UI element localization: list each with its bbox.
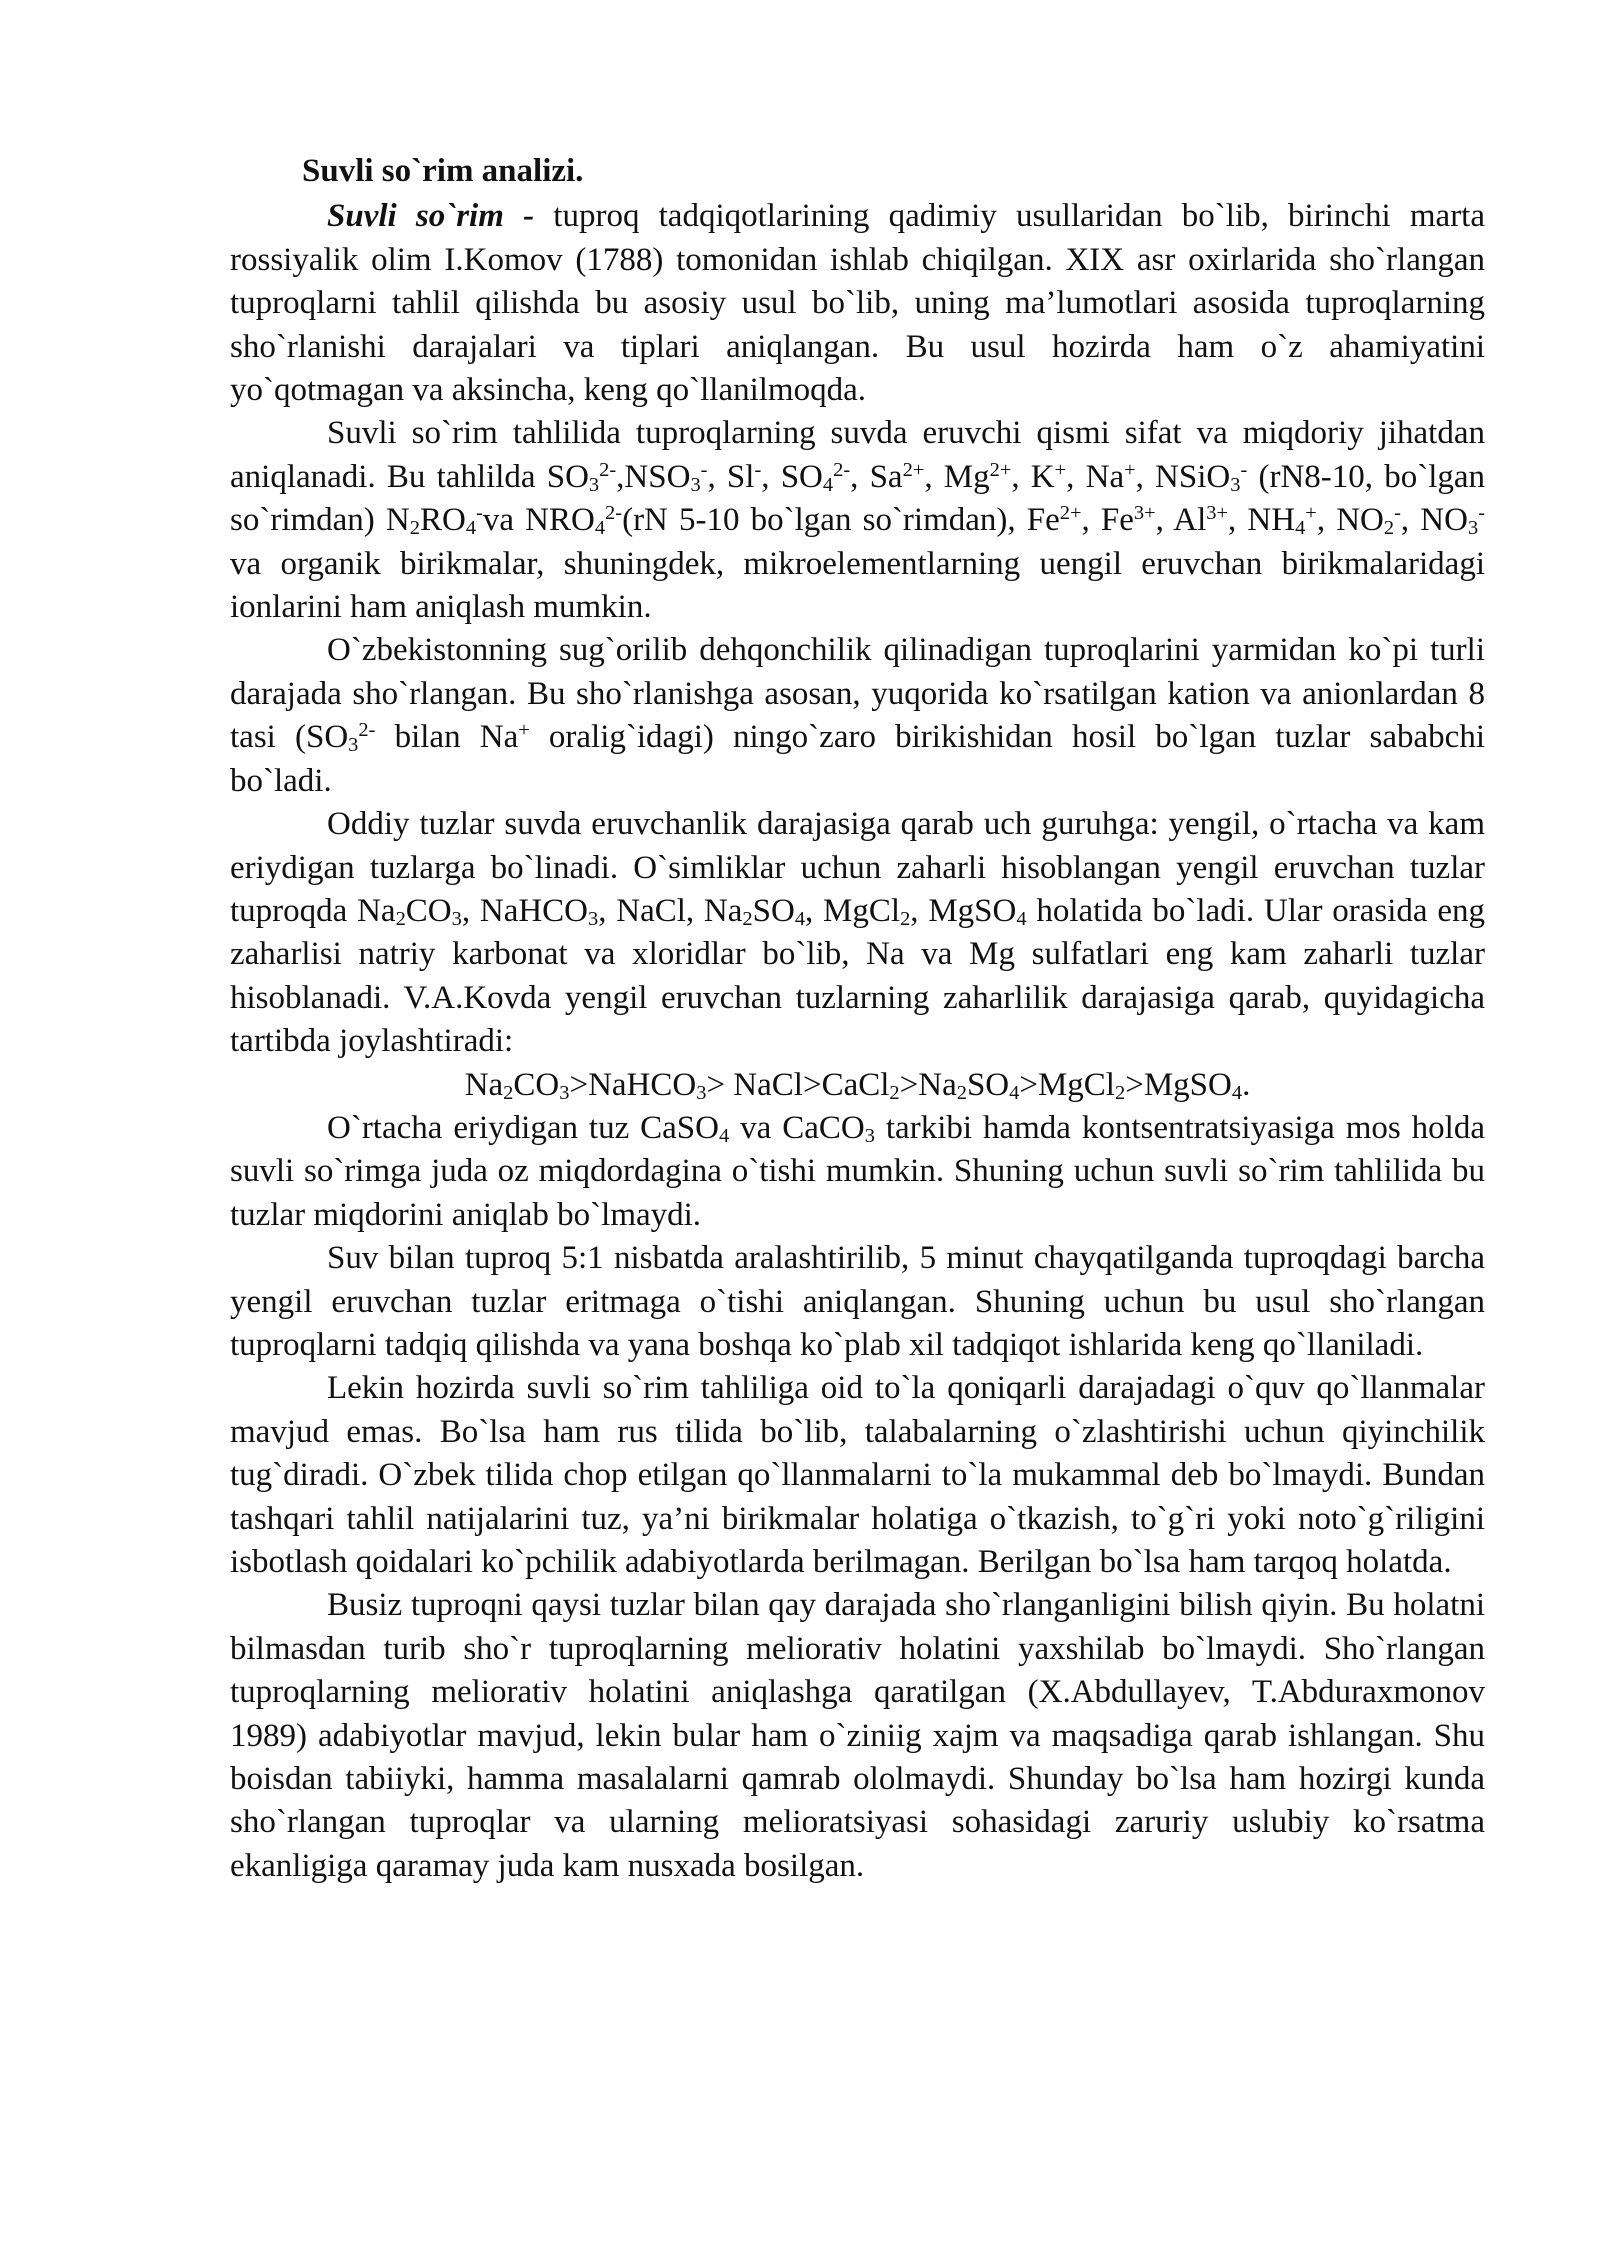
text: CO	[513, 1066, 560, 1103]
superscript: 2+	[902, 458, 925, 481]
document-page	[230, 150, 1485, 1888]
superscript: 2+	[989, 458, 1012, 481]
text: bilan Na	[375, 719, 519, 756]
subscript: 2	[409, 517, 420, 540]
text: , NO	[1400, 502, 1468, 539]
text: >Na	[899, 1066, 957, 1103]
subscript: 3	[348, 734, 359, 757]
text: , K	[1011, 458, 1055, 495]
text: >NaHCO	[569, 1066, 697, 1103]
text: , NSiO	[1135, 458, 1231, 495]
subscript: 3	[559, 1081, 570, 1104]
text: > NaCl>CaCl	[706, 1066, 890, 1103]
subscript: 2	[956, 1081, 967, 1104]
paragraph-7: Lekin hozirda suvli so`rim tahliliga oid to`la qoniqarli darajadagi o`quv qo`llanmalar mavjud emas. Bo`lsa ham rus tilida bo`lib, talabalarning o`zlashtirishi uchun qiyinchilik tug`diradi. O`zbek tilida chop etilgan qo`llanmalarni to`la mukammal deb bo`lmaydi. Bundan tashqari tahlil natijalarini tuz, ya’ni birikmalar holatiga o`tkazish, to`g`ri yoki noto`g`riligini isbotlash qoidalari ko`pchilik adabiyotlarda berilmagan. Berilgan bo`lsa ham tarqoq holatda.	[230, 1370, 1485, 1580]
text: , MgSO	[910, 892, 1017, 929]
paragraph-2	[230, 412, 1485, 629]
paragraph-1-text: tuproq tadqiqotlarining qadimiy usullaridan bo`lib, birinchi marta rossiyalik olim I.Komov (1788) tomonidan ishlab chiqilgan. XIX asr oxirlarida sho`rlangan tuproqlarni tahlil qilishda bu asosiy usul bo`lib, uning ma’lumotlari asosida tuproqlarning sho`rlanishi darajalari va tiplari aniqlangan. Bu usul hozirda ham o`z ahamiyatini yo`qotmagan va aksincha, keng qo`llanilmoqda.	[230, 198, 1485, 409]
subscript: 2	[1383, 517, 1395, 540]
paragraph-4	[230, 803, 1485, 1063]
subscript: 4	[465, 517, 477, 540]
subscript: 3	[864, 1125, 875, 1148]
subscript: 4	[822, 473, 834, 496]
subscript: 3	[696, 1081, 707, 1104]
superscript: +	[1305, 502, 1317, 524]
subscript: 3	[588, 907, 599, 930]
text: , Sa	[850, 458, 903, 495]
subscript: 4	[1016, 907, 1027, 930]
text: , Fe	[1081, 502, 1134, 539]
paragraph-6: Suv bilan tuproq 5:1 nisbatda aralashtirilib, 5 minut chayqatilganda tuproqdagi barcha yengil eruvchan tuzlar eritmaga o`tishi aniqlangan. Shuning uchun bu usul sho`rlangan tuproqlarni tadqiq qilishda va yana boshqa ko`plab xil tadqiqot ishlarida keng qo`llaniladi.	[230, 1240, 1485, 1363]
text: >MgCl	[1019, 1066, 1115, 1103]
subscript: 4	[1295, 517, 1306, 540]
text: oralig`idagi) ningo`zaro birikishidan hosil bo`lgan tuzlar sababchi bo`ladi.	[230, 719, 1485, 799]
term-suvli-sorim: Suvli so`rim	[327, 198, 504, 235]
superscript: -	[476, 502, 483, 524]
document-title: Suvli so`rim analizi.	[302, 153, 584, 189]
text: (rN8-10, bo`lgan so`rimdan) N	[230, 458, 1486, 539]
text: va NRO	[482, 502, 595, 539]
toxicity-order-formula	[230, 1064, 1485, 1107]
superscript: -	[700, 458, 708, 481]
text: O`rtacha eriydigan tuz CaSO	[327, 1109, 719, 1146]
superscript: +	[1124, 458, 1136, 481]
subscript: 3	[451, 907, 462, 930]
text: RO	[419, 502, 466, 539]
superscript: -	[1240, 458, 1248, 481]
subscript: 3	[588, 473, 600, 496]
superscript: -	[754, 458, 762, 481]
superscript: +	[1054, 458, 1067, 481]
text: , Mg	[924, 458, 990, 495]
subscript: 3	[690, 473, 701, 496]
text: SO	[752, 892, 795, 929]
subscript: 4	[719, 1125, 730, 1148]
text: Na	[464, 1066, 504, 1103]
term-dash: -	[503, 198, 554, 235]
subscript: 4	[1009, 1081, 1020, 1104]
subscript: 4	[594, 517, 606, 540]
text: SO	[966, 1066, 1010, 1103]
text: (rN 5-10 bo`lgan so`rimdan), Fe	[622, 502, 1060, 539]
subscript: 4	[1231, 1081, 1243, 1104]
text: va organik birikmalar, shuningdek, mikroelementlarning uengil eruvchan birikmalaridagi ionlarini ham aniqlash mumkin.	[230, 545, 1485, 626]
text: va CaCO	[729, 1109, 865, 1146]
subscript: 2	[742, 907, 753, 930]
text: CO	[405, 892, 452, 929]
text: tarkibi hamda kontsentratsiyasiga mos holda suvli so`rimga juda oz miqdordagina o`tishi mumkin. Shuning uchun suvli so`rim tahlilida bu tuzlar miqdorini aniqlab bo`lmaydi.	[230, 1109, 1485, 1233]
subscript: 3	[1467, 517, 1479, 540]
superscript: +	[518, 719, 530, 742]
text: , MgCl	[805, 892, 901, 929]
subscript: 2	[1114, 1081, 1126, 1104]
text: ,NSO	[616, 458, 691, 495]
paragraph-1	[230, 195, 1485, 412]
paragraph-3	[230, 629, 1485, 803]
superscript: 3+	[1133, 502, 1156, 524]
text: , Al	[1155, 502, 1207, 539]
text: , NaCl, Na	[598, 892, 743, 929]
text: holatida bo`ladi. Ular orasida eng zaharlisi natriy karbonat va xloridlar bo`lib, Na va Mg sulfatlari eng kam zaharli tuzlar hisoblanadi. V.A.Kovda yengil eruvchan tuzlarning zaharlilik darajasiga qarab, quyidagicha tartibda joylashtiradi:	[230, 892, 1485, 1060]
text: >MgSO	[1125, 1066, 1232, 1103]
text: Suvli so`rim tahlilida tuproqlarning suvda eruvchi qismi sifat va miqdoriy jihatdan aniqlanadi. Bu tahlilda SO	[230, 415, 1485, 495]
subscript: 3	[1230, 473, 1241, 496]
superscript: 2-	[833, 458, 851, 481]
superscript: 2+	[1059, 502, 1082, 524]
text: O`zbekistonning sug`orilib dehqonchilik qilinadigan tuproqlarini yarmidan ko`pi turli darajada sho`rlangan. Bu sho`rlanishga asosan, yuqorida ko`rsatilgan kation va anionlardan 8 tasi (SO	[230, 632, 1485, 756]
text: .	[1242, 1066, 1251, 1103]
subscript: 2	[503, 1081, 514, 1104]
text: , NH	[1228, 502, 1296, 539]
text: , SO	[761, 458, 823, 495]
text: , Na	[1066, 458, 1125, 495]
text: , NO	[1316, 502, 1384, 539]
subscript: 4	[794, 907, 806, 930]
superscript: -	[1394, 502, 1401, 524]
text: , Sl	[707, 458, 755, 495]
superscript: -	[1478, 502, 1485, 524]
superscript: 2-	[605, 502, 623, 524]
superscript: 2-	[599, 458, 617, 481]
text: Oddiy tuzlar suvda eruvchanlik darajasiga qarab uch guruhga: yengil, o`rtacha va kam eriydigan tuzlarga bo`linadi. O`simliklar uchun zaharli hisoblangan yengil eruvchan tuzlar tuproqda Na	[230, 806, 1485, 929]
subscript: 2	[889, 1081, 900, 1104]
superscript: 2-	[358, 719, 376, 742]
text: , NaHCO	[461, 892, 589, 929]
subscript: 2	[900, 907, 911, 930]
paragraph-5	[230, 1107, 1485, 1237]
superscript: 3+	[1206, 502, 1228, 524]
paragraph-8: Busiz tuproqni qaysi tuzlar bilan qay darajada sho`rlanganligini bilish qiyin. Bu holatni bilmasdan turib sho`r tuproqlarning meliorativ holatini yaxshilab bo`lmaydi. Sho`rlangan tuproqlarning meliorativ holatini aniqlashga qaratilgan (X.Abdullayev, T.Abduraxmonov 1989) adabiyotlar mavjud, lekin bular ham o`ziniig xajm va maqsadiga qarab ishlangan. Shu boisdan tabiiyki, hamma masalalarni qamrab ololmaydi. Shunday bo`lsa ham hozirgi kunda sho`rlangan tuproqlar va ularning melioratsiyasi sohasidagi zaruriy uslubiy ko`rsatma ekanligiga qaramay juda kam nusxada bosilgan.	[230, 1587, 1485, 1884]
subscript: 2	[395, 907, 406, 930]
